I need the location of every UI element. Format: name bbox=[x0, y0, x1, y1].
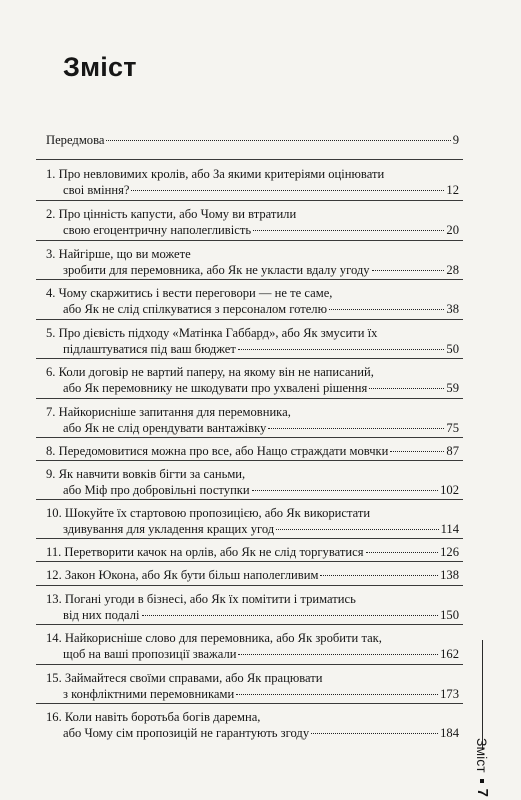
dot-leader bbox=[320, 575, 438, 576]
toc-entry[interactable] bbox=[46, 206, 459, 238]
divider bbox=[36, 499, 463, 500]
toc-entry-title: 7. Найкорисніше запитання для перемовника, bbox=[46, 405, 291, 419]
toc-entry-title-cont: або Чому сім пропозицій не гарантують згоду bbox=[63, 726, 310, 740]
toc-page-number: 162 bbox=[440, 647, 459, 661]
toc-entry-title-cont: здивування для укладення кращих угод bbox=[63, 522, 275, 536]
toc-entry[interactable] bbox=[46, 132, 459, 148]
toc-entry[interactable] bbox=[46, 709, 459, 741]
toc-entry-title-cont: зробити для перемовника, або Як не укласти вдалу угоду bbox=[63, 263, 370, 277]
dot-leader bbox=[238, 349, 445, 350]
side-page-number: 7 bbox=[474, 788, 491, 797]
toc-entry-title: 6. Коли договір не вартий паперу, на якому він не написаний, bbox=[46, 365, 374, 379]
dot-leader bbox=[372, 270, 445, 271]
toc-entry-title: 10. Шокуйте їх стартовою пропозицією, або Як використати bbox=[46, 506, 371, 520]
toc-last-line bbox=[46, 262, 459, 278]
toc-entry[interactable] bbox=[46, 404, 459, 436]
toc-page-number: 173 bbox=[440, 687, 459, 701]
toc-entry-title: 16. Коли навіть боротьба богів даремна, bbox=[46, 710, 261, 724]
toc-entry[interactable] bbox=[46, 544, 459, 560]
toc-last-line bbox=[46, 567, 459, 583]
divider bbox=[36, 703, 463, 704]
toc-entry-title-cont: щоб на ваші пропозиції зважали bbox=[63, 647, 237, 661]
toc-entry[interactable] bbox=[46, 443, 459, 459]
toc-page-number: 9 bbox=[452, 133, 459, 147]
toc-entry[interactable] bbox=[46, 670, 459, 702]
dot-leader bbox=[253, 230, 444, 231]
toc-page-number: 12 bbox=[446, 183, 459, 197]
toc-entry[interactable] bbox=[46, 505, 459, 537]
toc-page-number: 114 bbox=[440, 522, 459, 536]
toc-page-number: 138 bbox=[440, 568, 459, 582]
toc-entry[interactable] bbox=[46, 285, 459, 317]
toc-entry[interactable] bbox=[46, 630, 459, 662]
divider bbox=[36, 538, 463, 539]
dot-leader bbox=[236, 694, 438, 695]
toc-page-number: 150 bbox=[440, 608, 459, 622]
dot-leader bbox=[276, 529, 438, 530]
dot-leader bbox=[106, 140, 450, 141]
toc-entry-title-cont: або Міф про добровільні поступки bbox=[63, 483, 250, 497]
side-tab bbox=[474, 640, 521, 797]
toc-entry-title: 12. Закон Юкона, або Як бути більш наполегливим bbox=[46, 568, 319, 582]
toc-page-number: 87 bbox=[446, 444, 459, 458]
toc-entry-title: 5. Про дієвість підходу «Матінка Габбард», або Як змусити їх bbox=[46, 326, 378, 340]
toc-page-number: 75 bbox=[446, 421, 459, 435]
toc-entry-title-cont: від них подалі bbox=[63, 608, 140, 622]
toc-entry[interactable] bbox=[46, 325, 459, 357]
toc-page-number: 184 bbox=[440, 726, 459, 740]
toc-entry[interactable] bbox=[46, 364, 459, 396]
toc-last-line bbox=[46, 725, 459, 741]
toc-page-number: 126 bbox=[440, 545, 459, 559]
toc-entry-title: 1. Про невловимих кролів, або За якими критеріями оцінювати bbox=[46, 167, 385, 181]
divider bbox=[36, 358, 463, 359]
divider bbox=[36, 460, 463, 461]
dot-leader bbox=[142, 615, 439, 616]
toc-entry-title-cont: підлаштуватися під ваш бюджет bbox=[63, 342, 236, 356]
toc-entry[interactable] bbox=[46, 166, 459, 198]
dot-leader bbox=[390, 451, 444, 452]
divider bbox=[36, 240, 463, 241]
dot-leader bbox=[366, 552, 439, 553]
toc-last-line bbox=[46, 301, 459, 317]
toc-page-number: 102 bbox=[440, 483, 459, 497]
toc-entry-title-cont: або Як не слід спілкуватися з персоналом готелю bbox=[63, 302, 327, 316]
dot-leader bbox=[311, 733, 438, 734]
toc-last-line bbox=[46, 182, 459, 198]
toc-entry[interactable] bbox=[46, 246, 459, 278]
divider bbox=[36, 319, 463, 320]
dot-leader bbox=[238, 654, 438, 655]
toc-last-line bbox=[46, 443, 459, 459]
dot-leader bbox=[369, 388, 444, 389]
dot-leader bbox=[268, 428, 444, 429]
toc-entry[interactable] bbox=[46, 567, 459, 583]
divider bbox=[36, 279, 463, 280]
toc-last-line bbox=[46, 222, 459, 238]
divider bbox=[36, 664, 463, 665]
dot-leader bbox=[131, 190, 444, 191]
toc-last-line bbox=[46, 420, 459, 436]
toc-entry-title-cont: з конфліктними перемовниками bbox=[63, 687, 235, 701]
toc-entry-title-cont: свою егоцентричну наполегливість bbox=[63, 223, 252, 237]
toc-last-line bbox=[46, 380, 459, 396]
page-title: Зміст bbox=[63, 52, 137, 82]
side-running-header bbox=[474, 738, 491, 797]
toc-entry[interactable] bbox=[46, 466, 459, 498]
toc-last-line bbox=[46, 482, 459, 498]
toc-entry-title-cont: або Як не слід орендувати вантажівку bbox=[63, 421, 267, 435]
divider bbox=[36, 624, 463, 625]
toc-entry-title: 2. Про цінність капусти, або Чому ви втратили bbox=[46, 207, 297, 221]
toc-entry-title: 15. Займайтеся своїми справами, або Як працювати bbox=[46, 671, 323, 685]
toc-last-line bbox=[46, 686, 459, 702]
toc-entry-title: 13. Погані угоди в бізнесі, або Як їх помітити і триматись bbox=[46, 592, 356, 606]
toc-entry-title-cont: своі вміння? bbox=[63, 183, 130, 197]
toc-page-number: 50 bbox=[446, 342, 459, 356]
divider bbox=[36, 398, 463, 399]
toc-entry-title: 14. Найкорисніше слово для перемовника, або Як зробити так, bbox=[46, 631, 382, 645]
side-label-text: Зміст bbox=[474, 738, 491, 773]
divider bbox=[36, 159, 463, 160]
dot-leader bbox=[329, 309, 444, 310]
toc-last-line bbox=[46, 607, 459, 623]
toc-page-number: 59 bbox=[446, 381, 459, 395]
divider bbox=[36, 561, 463, 562]
toc-entry-title: Передмова bbox=[46, 133, 105, 147]
toc-last-line bbox=[46, 646, 459, 662]
separator-square-icon bbox=[481, 779, 485, 783]
divider bbox=[36, 585, 463, 586]
toc-entry[interactable] bbox=[46, 591, 459, 623]
toc-entry-title-cont: або Як перемовнику не шкодувати про ухвалені рішення bbox=[63, 381, 368, 395]
toc-entry-title: 9. Як навчити вовків бігти за саньми, bbox=[46, 467, 246, 481]
toc-entry-title: 3. Найгірше, що ви можете bbox=[46, 247, 191, 261]
toc-page-number: 20 bbox=[446, 223, 459, 237]
toc-entry-title: 11. Перетворити качок на орлів, або Як не слід торгуватися bbox=[46, 545, 364, 559]
toc-page-number: 28 bbox=[446, 263, 459, 277]
toc-last-line bbox=[46, 132, 459, 148]
toc-page-number: 38 bbox=[446, 302, 459, 316]
toc-last-line bbox=[46, 544, 459, 560]
toc-last-line bbox=[46, 341, 459, 357]
divider bbox=[36, 437, 463, 438]
dot-leader bbox=[252, 490, 438, 491]
toc-last-line bbox=[46, 521, 459, 537]
divider bbox=[36, 200, 463, 201]
toc-entry-title: 8. Передомовитися можна про все, або Нащо страждати мовчки bbox=[46, 444, 389, 458]
toc-entry-title: 4. Чому скаржитись і вести переговори — не те саме, bbox=[46, 286, 333, 300]
